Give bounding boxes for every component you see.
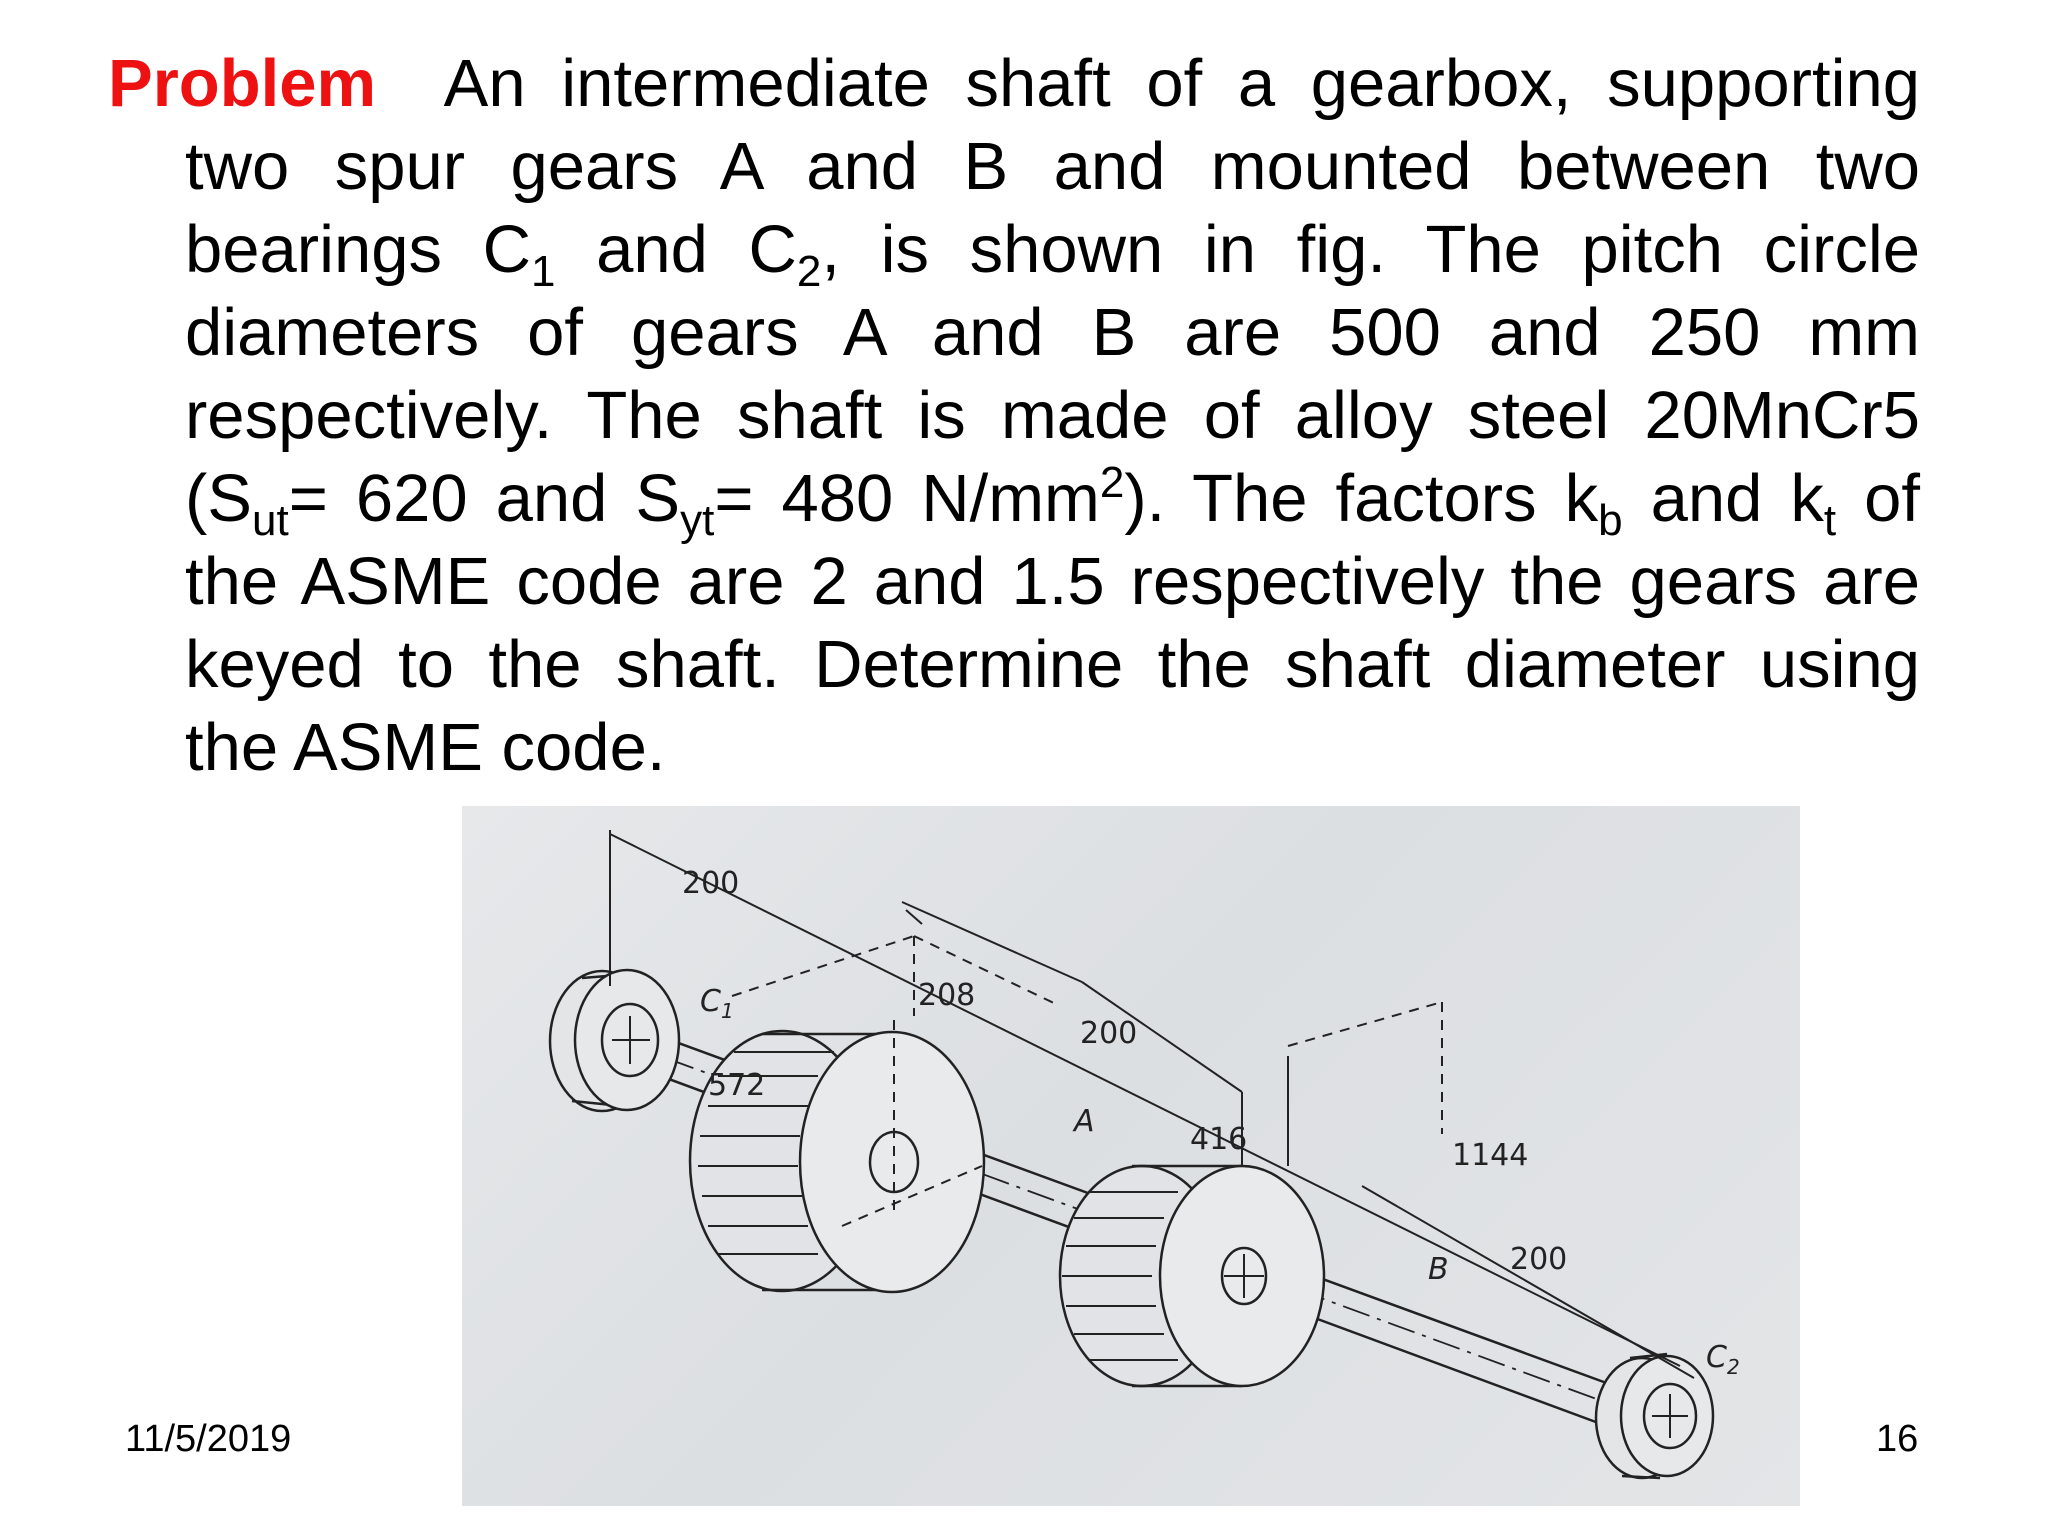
slide-page-number: 16 (1876, 1418, 1919, 1460)
shaft-drawing (462, 806, 1800, 1506)
problem-line-1 (108, 42, 1920, 125)
subscript-ut: ut (252, 496, 289, 545)
superscript-2: 2 (1099, 458, 1125, 507)
dim-572: 572 (708, 1068, 766, 1103)
bearing-c1 (550, 970, 679, 1111)
label-c2-letter: C (1706, 1340, 1727, 1375)
problem-line-9: the ASME code. (185, 710, 666, 785)
problem-statement (108, 42, 1920, 789)
dim-208: 208 (918, 978, 976, 1013)
problem-text-6a: (S (185, 461, 252, 536)
problem-line-3 (108, 208, 1920, 296)
problem-text-3c: , is shown in fig. The pitch circle (821, 212, 1920, 287)
problem-text-3a: bearings C (185, 212, 532, 287)
label-gear-a: A (1074, 1104, 1095, 1139)
problem-text-6d: ). The factors k (1124, 461, 1599, 536)
problem-line-7: the ASME code are 2 and 1.5 respectively the gears are (185, 544, 1920, 619)
label-gear-b: B (1428, 1252, 1449, 1287)
subscript-t: t (1823, 496, 1837, 545)
problem-text-6e: and k (1622, 461, 1824, 536)
dim-1144: 1144 (1452, 1138, 1529, 1173)
subscript-c1: 1 (531, 247, 556, 296)
problem-line-6 (108, 457, 1920, 545)
label-c2-sub: 2 (1726, 1355, 1740, 1379)
slide-date: 11/5/2019 (125, 1418, 292, 1460)
problem-heading: Problem (108, 46, 377, 121)
dim-200-top: 200 (682, 866, 740, 901)
problem-line-5: respectively. The shaft is made of alloy steel 20MnCr5 (185, 378, 1920, 453)
dim-416: 416 (1190, 1122, 1248, 1157)
subscript-b: b (1598, 496, 1623, 545)
label-c1-sub: 1 (720, 999, 734, 1023)
problem-text-6b: = 620 and S (288, 461, 681, 536)
subscript-c2: 2 (796, 247, 822, 296)
shaft-figure (462, 806, 1800, 1506)
problem-line-4: diameters of gears A and B are 500 and 250 mm (185, 295, 1920, 370)
problem-text-6c: = 480 N/mm (714, 461, 1100, 536)
bearing-c2 (1596, 1354, 1713, 1478)
dim-200-mid: 200 (1080, 1016, 1138, 1051)
problem-text-1: An intermediate shaft of a gearbox, supporting (443, 46, 1920, 121)
label-c1-letter: C (700, 984, 721, 1019)
label-c1 (700, 984, 734, 1023)
gear-b (1060, 1166, 1324, 1386)
label-c2 (1706, 1340, 1740, 1379)
dim-200-right: 200 (1510, 1242, 1568, 1277)
problem-text-6f: of (1836, 461, 1920, 536)
problem-line-8: keyed to the shaft. Determine the shaft diameter using (185, 627, 1920, 702)
problem-line-2: two spur gears A and B and mounted between two (185, 129, 1920, 204)
problem-text-3b: and C (555, 212, 797, 287)
subscript-yt: yt (680, 496, 715, 545)
